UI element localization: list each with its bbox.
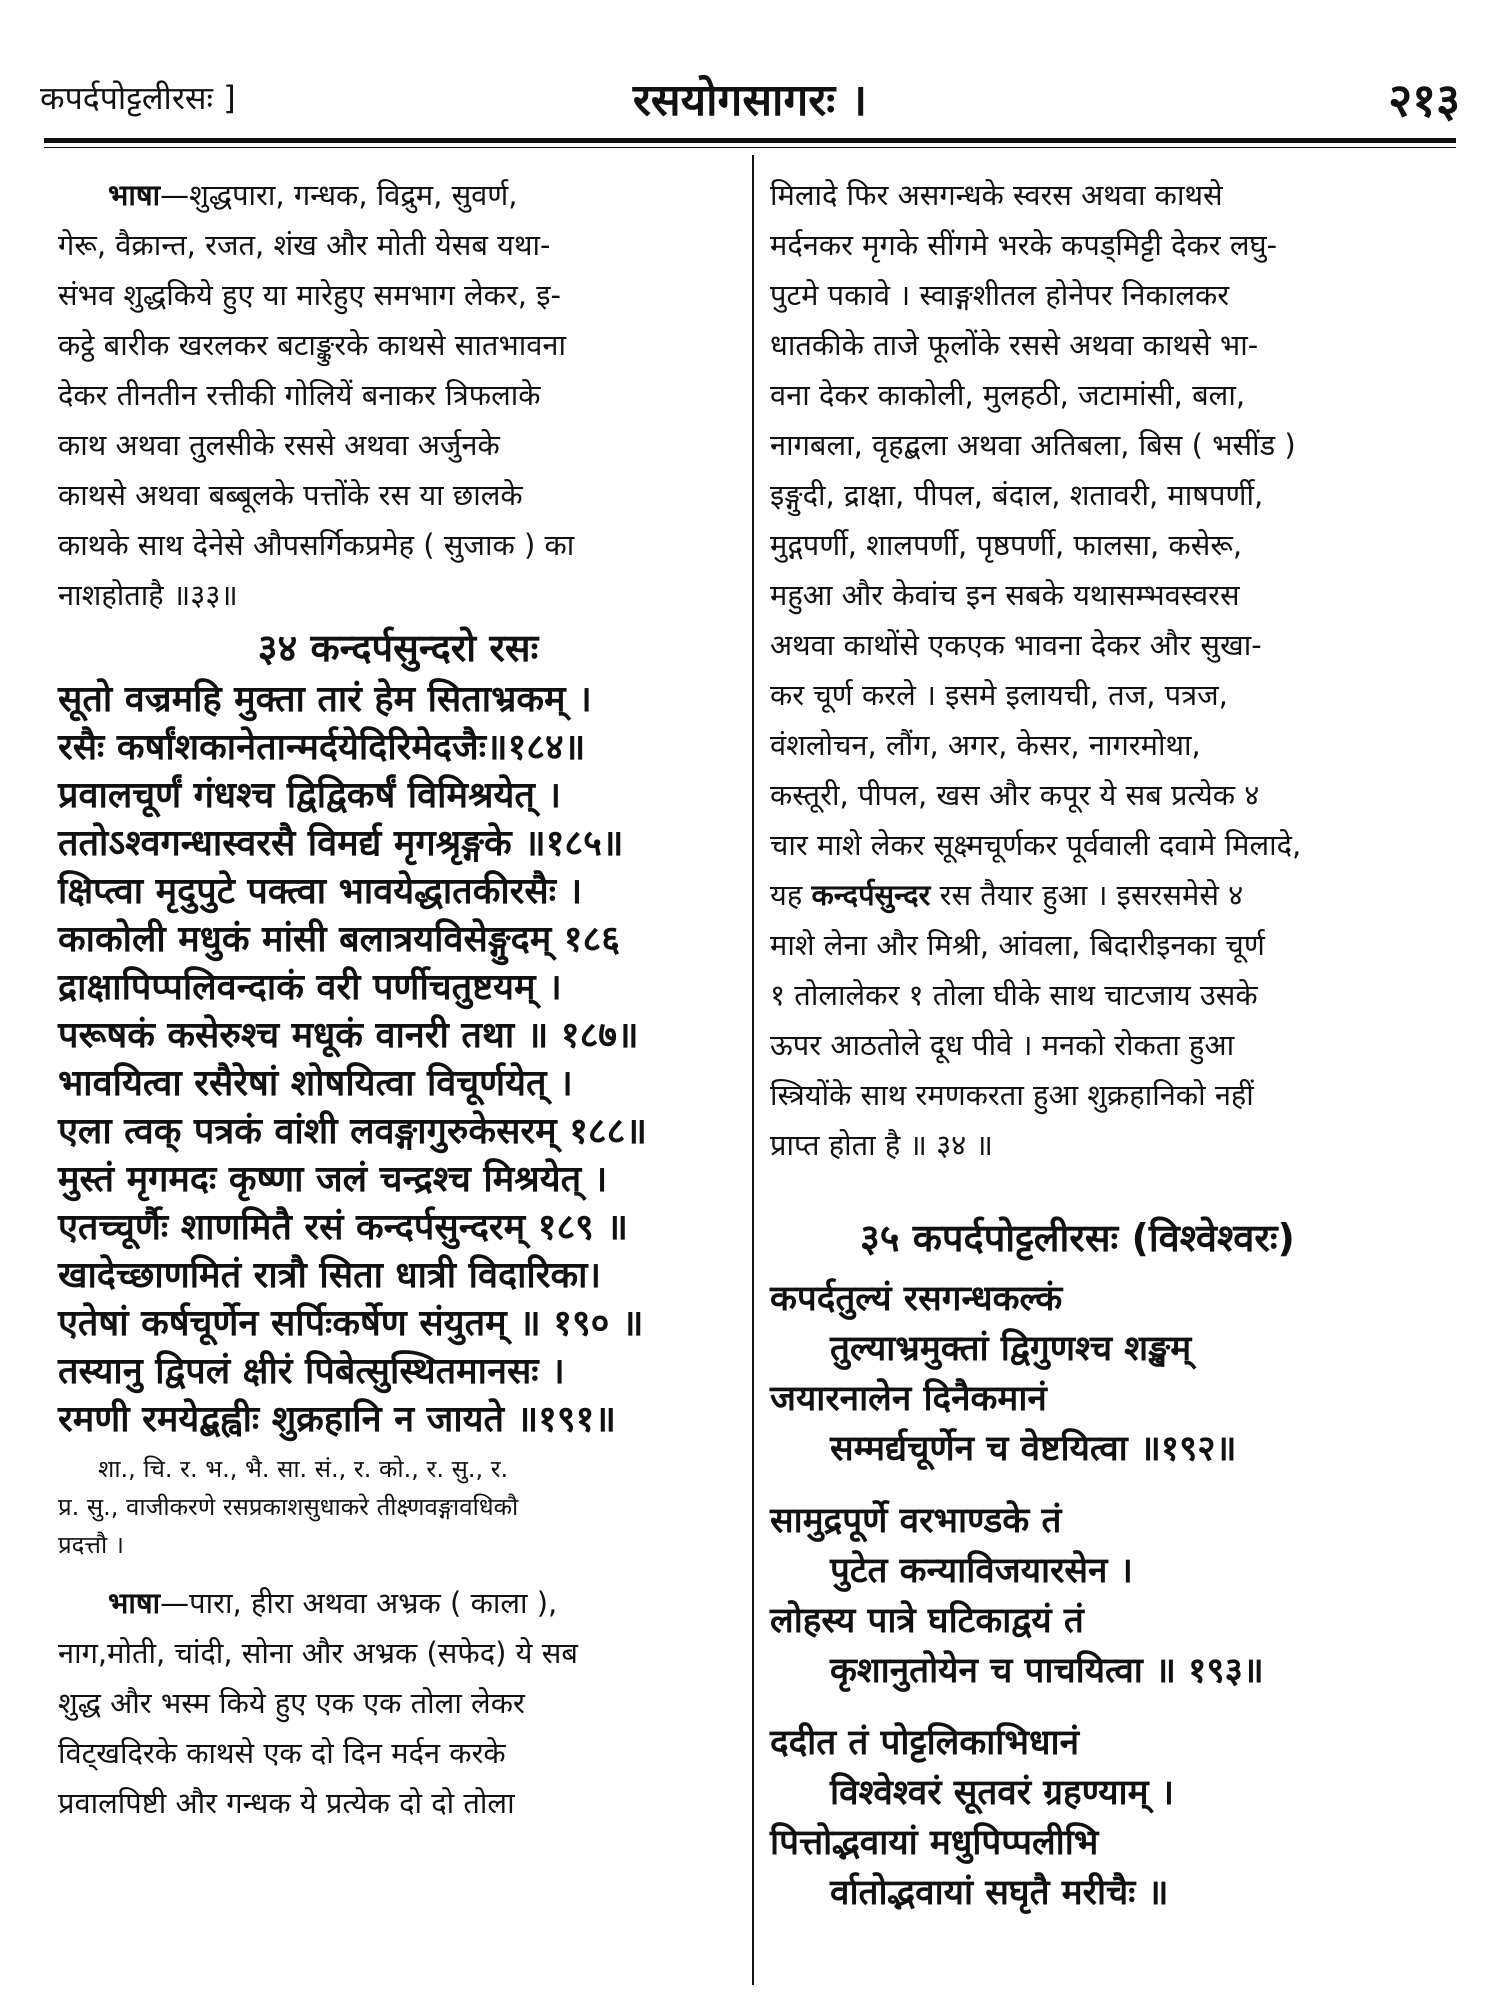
commentary-line: ऊपर आठतोले दूध पीवे । मनको रोकता हुआ	[770, 1028, 1235, 1062]
verse-line: सामुद्रपूर्णे वरभाण्डके तं	[770, 1501, 1062, 1541]
verse-line: लोहस्य पात्रे घटिकाद्वयं तं	[770, 1601, 1084, 1641]
commentary-line: विट्खदिरके काथसे एक दो दिन मर्दन करके	[58, 1736, 506, 1770]
column-divider	[752, 155, 754, 1985]
verse-line: द्राक्षापिप्पलिवन्दाकं वरी पर्णीचतुष्टयम् ।	[58, 967, 562, 1008]
verse-stanza-193	[770, 1496, 1460, 1696]
running-head	[40, 68, 1460, 127]
running-head-section: कपर्दपोट्टलीरसः ]	[40, 79, 236, 117]
commentary-line: महुआ और केवांच इन सबके यथासम्भवस्वरस	[770, 578, 1240, 612]
verse-line: रमणी रमयेद्बह्वीः शुक्रहानि न जायते ॥१९१॥	[58, 1399, 616, 1440]
commentary-line: भाषा—शुद्धपारा, गन्धक, विद्रुम, सुवर्ण,	[108, 178, 518, 212]
source-reference	[58, 1450, 738, 1564]
commentary-line: काथ अथवा तुलसीके रससे अथवा अर्जुनके	[58, 428, 500, 462]
commentary-line: देकर तीनतीन रत्तीकी गोलियें बनाकर त्रिफलाके	[58, 378, 541, 412]
commentary-line: भाषा—पारा, हीरा अथवा अभ्रक ( काला ),	[108, 1586, 558, 1620]
verse-line: सम्मर्द्यचूर्णेन च वेष्टयित्वा ॥१९२॥	[830, 1429, 1237, 1469]
commentary-line: वना देकर काकोली, मुलहठी, जटामांसी, बला,	[770, 378, 1246, 412]
commentary-line: कस्तूरी, पीपल, खस और कपूर ये सब प्रत्येक ४	[770, 778, 1260, 812]
verses-184-191	[58, 676, 738, 1444]
running-head-title: रसयोगसागरः ।	[632, 75, 868, 126]
verse-line: पुटेत कन्याविजयारसेन ।	[830, 1551, 1133, 1591]
reference-line: प्र. सु., वाजीकरणे रसप्रकाशसुधाकरे तीक्ष्णवङ्गावधिकौ	[58, 1493, 519, 1521]
commentary-line: कर चूर्ण करले । इसमे इलायची, तज, पत्रज,	[770, 678, 1228, 712]
right-column	[770, 170, 1460, 1918]
header-rule	[44, 138, 1456, 143]
commentary-line: चार माशे लेकर सूक्ष्मचूर्णकर पूर्ववाली दवामे मिलादे,	[770, 828, 1302, 862]
commentary-line: कट्ठे बारीक खरलकर बटाङ्कुरके काथसे सातभावना	[58, 328, 567, 362]
verse-line: ददीत तं पोट्टलिकाभिधानं	[770, 1723, 1079, 1763]
commentary-line: इङ्गुदी, द्राक्षा, पीपल, बंदाल, शतावरी, माषपर्णी,	[770, 478, 1264, 512]
verse-line: परूषकं कसेरुश्च मधूकं वानरी तथा ॥ १८७॥	[58, 1015, 639, 1056]
commentary-line: नाग,मोती, चांदी, सोना और अभ्रक (सफेद) ये सब	[58, 1636, 578, 1670]
bhasha-label: भाषा	[108, 178, 161, 212]
commentary-line: काथसे अथवा बब्बूलके पत्तोंके रस या छालके	[58, 478, 523, 512]
verse-line: भावयित्वा रसैरेषां शोषयित्वा विचूर्णयेत् ।	[58, 1063, 573, 1104]
left-column	[58, 170, 738, 1828]
verse-line: कपर्दतुल्यं रसगन्धकल्कं	[770, 1279, 1063, 1319]
verse-line: र्वातोद्भवायां सघृतै मरीचैः ॥	[830, 1873, 1169, 1913]
reference-line: प्रदत्तौ ।	[58, 1531, 124, 1559]
commentary-line: नाशहोताहै ॥३३॥	[58, 578, 238, 612]
commentary-line: धातकीके ताजे फूलोंके रससे अथवा काथसे भा-	[770, 328, 1259, 362]
commentary-line: गेरू, वैक्रान्त, रजत, शंख और मोती येसब यथा-	[58, 228, 551, 262]
page-number: २१३	[1388, 73, 1460, 127]
commentary-34-start	[58, 1578, 738, 1828]
verse-line: काकोली मधुकं मांसी बलात्रयविसेङ्गुदम् १८६	[58, 919, 620, 960]
verse-line: ततोऽश्वगन्धास्वरसै विमर्द्य मृगश्रृङ्गके ॥१८५॥	[58, 823, 624, 864]
commentary-line: अथवा काथोंसे एकएक भावना देकर और सुखा-	[770, 628, 1262, 662]
remedy-name: कन्दर्पसुन्दर	[811, 878, 931, 912]
verse-stanza-192	[770, 1274, 1460, 1474]
commentary-line: काथके साथ देनेसे औपसर्गिकप्रमेह ( सुजाक ) का	[58, 528, 575, 562]
verse-line: प्रवालचूर्णं गंधश्च द्विद्विकर्षं विमिश्रयेत् ।	[58, 775, 562, 816]
verse-stanza-194	[770, 1718, 1460, 1918]
commentary-34-cont	[770, 170, 1460, 1170]
commentary-line: पुटमे पकावे । स्वाङ्गशीतल होनेपर निकालकर	[770, 278, 1230, 312]
commentary-line: शुद्ध और भस्म किये हुए एक एक तोला लेकर	[58, 1686, 525, 1720]
verse-line: रसैः कर्षांशकानेतान्मर्दयेदिरिमेदजैः॥१८४॥	[58, 727, 586, 768]
commentary-line: संभव शुद्धकिये हुए या मारेहुए समभाग लेकर, इ-	[58, 278, 561, 312]
verse-line: तस्यानु द्विपलं क्षीरं पिबेत्सुस्थितमानसः ।	[58, 1351, 565, 1392]
commentary-line: मुद्गपर्णी, शालपर्णी, पृष्ठपर्णी, फालसा, कसेरू,	[770, 528, 1243, 562]
reference-line: शा., चि. र. भ., भै. सा. सं., र. को., र. सु., र.	[98, 1455, 509, 1483]
commentary-line: वंशलोचन, लौंग, अगर, केसर, नागरमोथा,	[770, 728, 1201, 762]
commentary-line: मिलादे फिर असगन्धके स्वरस अथवा काथसे	[770, 178, 1223, 212]
commentary-line: मर्दनकर मृगके सींगमे भरके कपड्मिट्टी देकर लघु-	[770, 228, 1278, 262]
section-heading-35: ३५ कपर्दपोट्टलीरसः (विश्वेश्वरः)	[860, 1216, 1295, 1260]
verse-line: जयारनालेन दिनैकमानं	[770, 1379, 1047, 1419]
verse-line: विश्वेश्वरं सूतवरं ग्रहण्याम् ।	[830, 1773, 1174, 1813]
verse-line: एला त्वक् पत्रकं वांशी लवङ्गागुरुकेसरम् १८८॥	[58, 1111, 647, 1152]
verse-line: एतेषां कर्षचूर्णेन सर्पिःकर्षेण संयुतम् ॥ १९० ॥	[58, 1303, 644, 1344]
commentary-line: प्राप्त होता है ॥ ३४ ॥	[770, 1128, 993, 1162]
commentary-line: प्रवालपिष्टी और गन्धक ये प्रत्येक दो दो तोला	[58, 1786, 515, 1820]
commentary-line: स्त्रियोंके साथ रमणकरता हुआ शुक्रहानिको नहीं	[770, 1078, 1254, 1112]
verse-line: खादेच्छाणमितं रात्रौ सिता धात्री विदारिका।	[58, 1255, 602, 1296]
verse-line: सूतो वज्रमहि मुक्ता तारं हेम सिताभ्रकम् ।	[58, 679, 592, 720]
bhasha-label: भाषा	[108, 1586, 161, 1620]
commentary-line: १ तोलालेकर १ तोला घीके साथ चाटजाय उसके	[770, 978, 1258, 1012]
header-rule-thin	[44, 147, 1456, 148]
verse-line: एतच्चूर्णैः शाणमितै रसं कन्दर्पसुन्दरम् १८९ ॥	[58, 1207, 628, 1248]
verse-line: मुस्तं मृगमदः कृष्णा जलं चन्द्रश्च मिश्रयेत् ।	[58, 1159, 608, 1200]
verse-line: पित्तोद्भवायां मधुपिप्पलीभि	[770, 1823, 1099, 1863]
section-heading-34: ३४ कन्दर्पसुन्दरो रसः	[257, 626, 539, 670]
commentary-line: यह कन्दर्पसुन्दर रस तैयार हुआ । इसरसमेसे ४	[770, 878, 1244, 912]
verse-line: तुल्याभ्रमुक्तां द्विगुणश्च शङ्खम्	[830, 1329, 1192, 1369]
commentary-line: माशे लेना और मिश्री, आंवला, बिदारीइनका चूर्ण	[770, 928, 1265, 962]
verse-line: क्षिप्त्वा मृदुपुटे पक्त्वा भावयेद्धातकीरसैः ।	[58, 871, 583, 912]
commentary-line: नागबला, वृहद्बला अथवा अतिबला, बिस ( भसींड )	[770, 428, 1296, 462]
verse-line: कृशानुतोयेन च पाचयित्वा ॥ १९३॥	[830, 1651, 1264, 1691]
commentary-33	[58, 170, 738, 620]
